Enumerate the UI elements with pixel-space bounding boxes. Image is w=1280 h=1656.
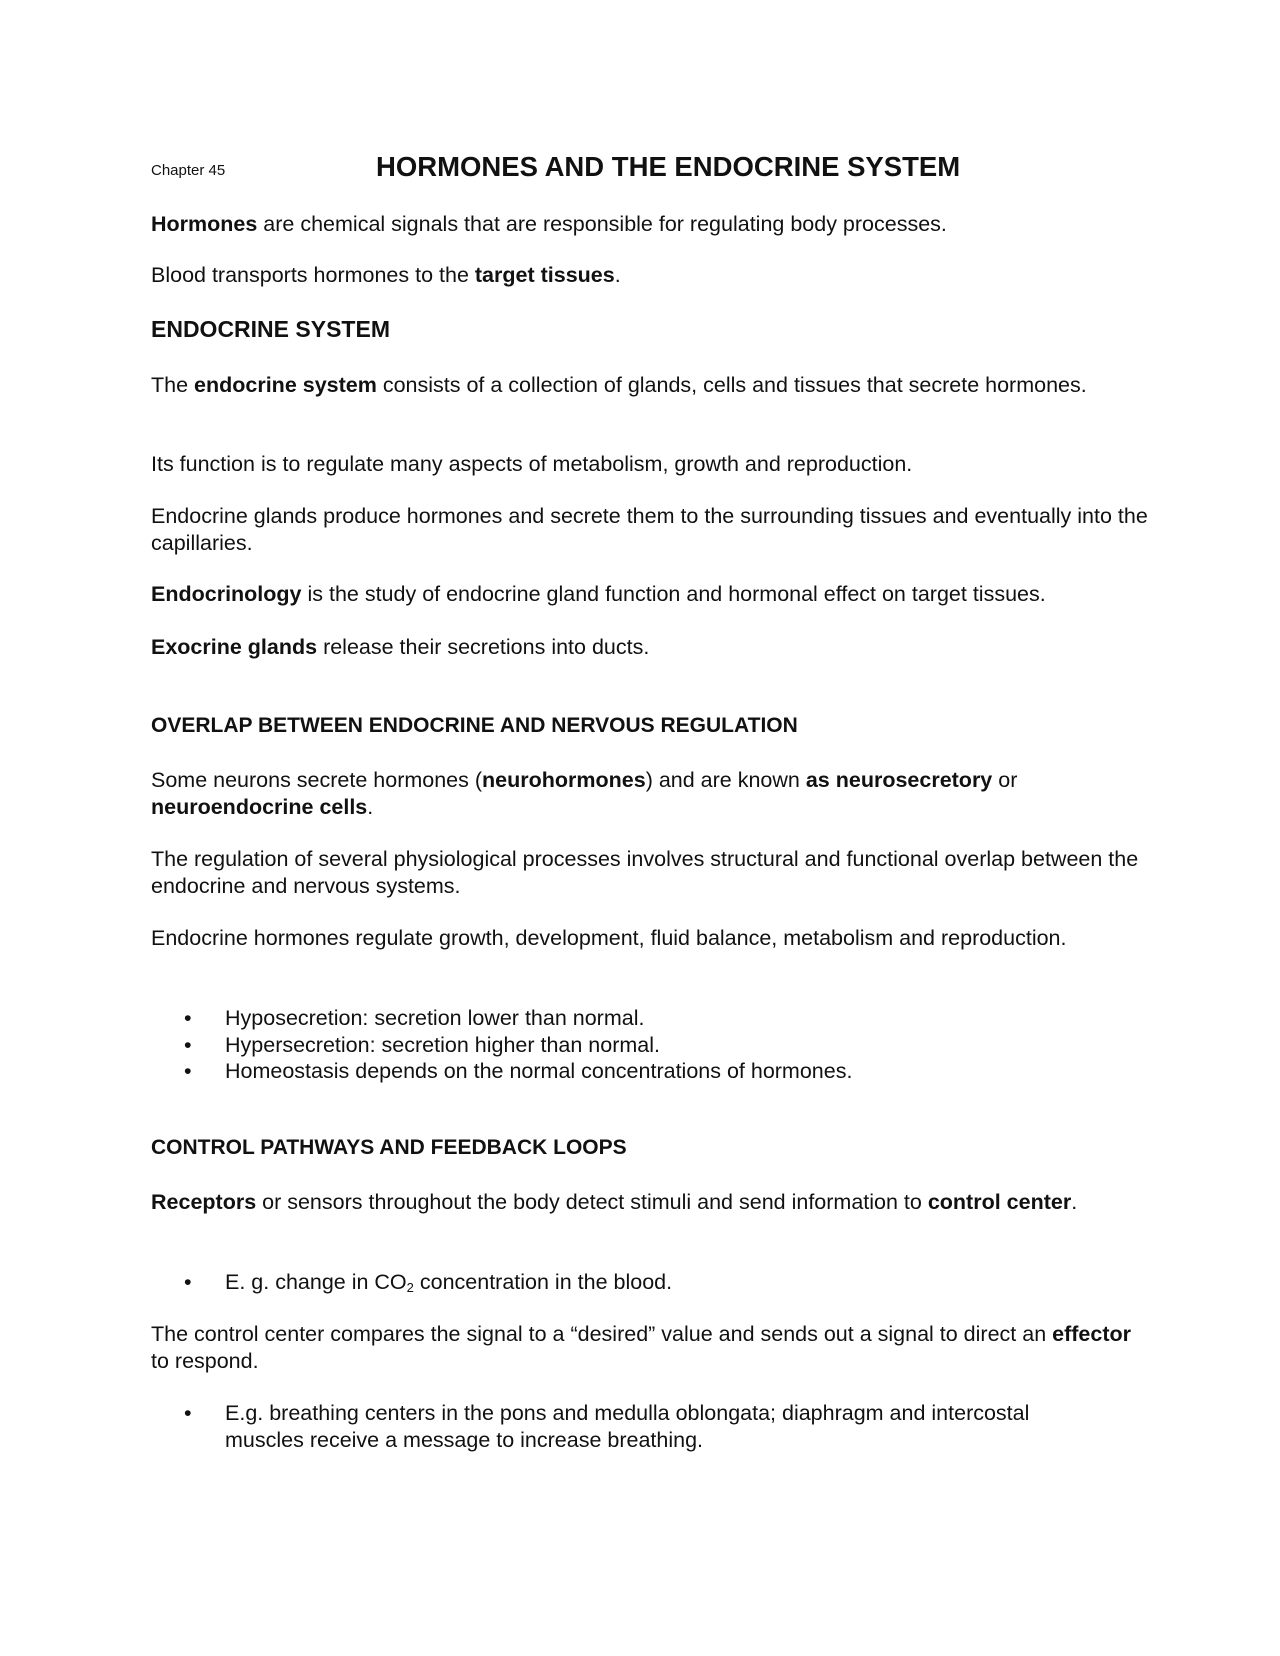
term-neurosecretory: as neurosecretory: [805, 768, 993, 792]
term-exocrine-glands: Exocrine glands: [151, 635, 318, 659]
term-receptors: Receptors: [151, 1190, 257, 1214]
term-neurohormones: neurohormones: [482, 768, 646, 792]
bullet-icon: •: [184, 1006, 192, 1030]
list-item: • E.g. breathing centers in the pons and medulla oblongata; diaphragm and intercostal muscles receive a message to increase breathing.: [184, 1401, 1030, 1452]
paragraph-exocrine: Exocrine glands release their secretions into ducts.: [151, 635, 650, 659]
heading-control-pathways: CONTROL PATHWAYS AND FEEDBACK LOOPS: [151, 1136, 627, 1159]
chapter-label: Chapter 45: [151, 162, 226, 179]
paragraph-receptors: Receptors or sensors throughout the body detect stimuli and send information to control center.: [151, 1190, 1078, 1214]
paragraph-endocrine-definition: The endocrine system consists of a collection of glands, cells and tissues that secrete hormones.: [151, 373, 1087, 397]
paragraph-regulation: The regulation of several physiological processes involves structural and functional overlap between the endocrine and nervous systems.: [151, 847, 1139, 898]
bullet-icon: •: [184, 1401, 192, 1425]
paragraph-endocrinology: Endocrinology is the study of endocrine gland function and hormonal effect on target tissues.: [151, 582, 1046, 606]
heading-overlap: OVERLAP BETWEEN ENDOCRINE AND NERVOUS REGULATION: [151, 714, 798, 737]
page-title: HORMONES AND THE ENDOCRINE SYSTEM: [376, 151, 961, 182]
term-hormones: Hormones: [151, 212, 258, 236]
term-effector: effector: [1052, 1322, 1131, 1346]
bullet-icon: •: [184, 1270, 192, 1294]
term-endocrinology: Endocrinology: [151, 582, 302, 606]
paragraph-glands: Endocrine glands produce hormones and secrete them to the surrounding tissues and eventually into the capillaries.: [151, 504, 1148, 555]
heading-endocrine-system: ENDOCRINE SYSTEM: [151, 316, 390, 342]
list-item: • Hypersecretion: secretion higher than normal.: [184, 1033, 660, 1057]
term-neuroendocrine-cells: neuroendocrine cells: [151, 795, 368, 819]
list-item: • E. g. change in $CO_2$ concentration in the blood.: [184, 1270, 673, 1295]
paragraph-endocrine-hormones: Endocrine hormones regulate growth, development, fluid balance, metabolism and reproduction.: [151, 926, 1067, 950]
list-item: • Homeostasis depends on the normal concentrations of hormones.: [184, 1059, 853, 1083]
paragraph-hormones: Hormones are chemical signals that are responsible for regulating body processes.: [151, 212, 947, 236]
paragraph-blood: Blood transports hormones to the target tissues.: [151, 263, 621, 287]
term-endocrine-system: endocrine system: [194, 373, 377, 397]
paragraph-neurons: Some neurons secrete hormones (neurohormones) and are known as neurosecretory or neuroendocrine cells.: [151, 768, 1018, 819]
term-control-center: control center: [927, 1190, 1072, 1214]
paragraph-function: Its function is to regulate many aspects of metabolism, growth and reproduction.: [151, 452, 913, 476]
term-target-tissues: target tissues: [474, 263, 615, 287]
list-item: • Hyposecretion: secretion lower than normal.: [184, 1006, 645, 1030]
paragraph-control-center: The control center compares the signal to a “desired” value and sends out a signal to direct an effector to respond.: [151, 1322, 1131, 1373]
bullet-icon: •: [184, 1059, 192, 1083]
bullet-icon: •: [184, 1033, 192, 1057]
